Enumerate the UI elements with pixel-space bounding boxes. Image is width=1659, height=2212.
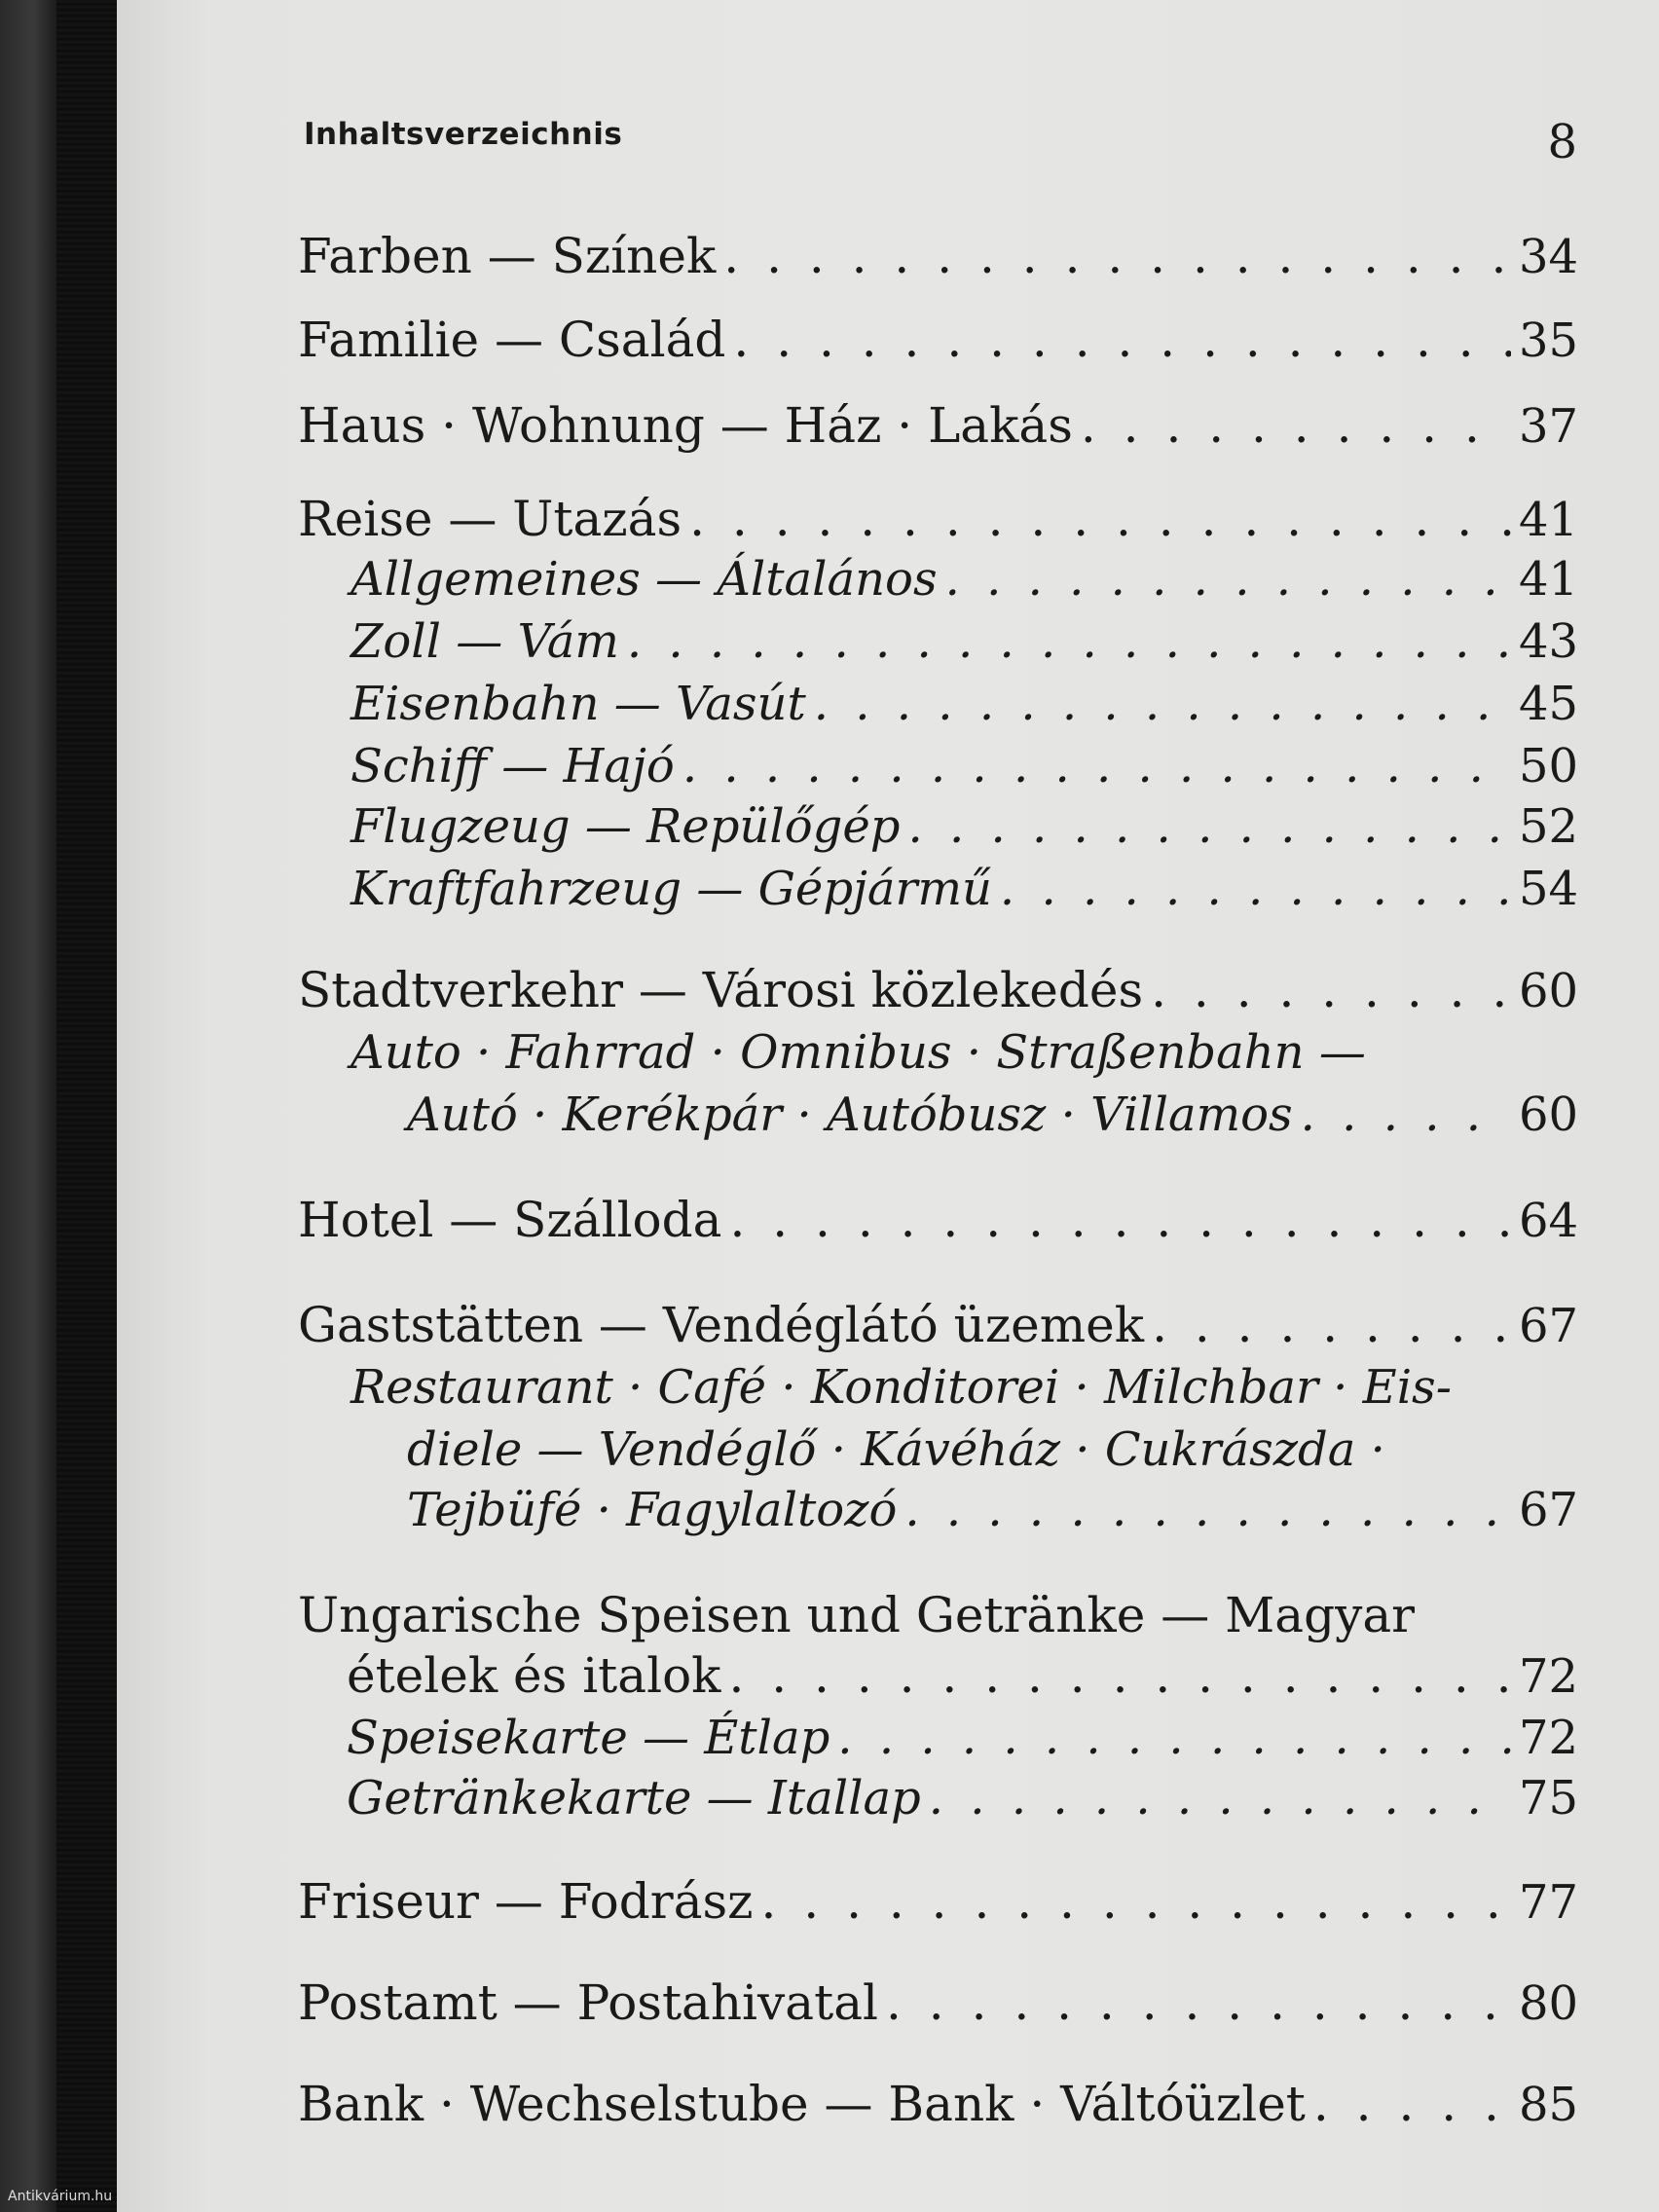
toc-entry xyxy=(350,736,1577,796)
toc-dot-leader xyxy=(886,1972,1511,2033)
toc-entry xyxy=(298,310,1577,371)
toc-entry-page-number: 67 xyxy=(1519,1299,1579,1353)
toc-entry-label: Familie — Család xyxy=(298,312,726,368)
toc-dot-leader xyxy=(729,1190,1511,1250)
toc-dot-leader xyxy=(1313,2074,1511,2134)
toc-entry-page-number: 64 xyxy=(1519,1194,1579,1248)
toc-entry xyxy=(407,1085,1577,1145)
toc-entry-page-number: 45 xyxy=(1519,677,1579,731)
toc-entry xyxy=(298,226,1577,287)
toc-entry-page-number: 54 xyxy=(1519,862,1579,916)
toc-entry-label: Speisekarte — Étlap xyxy=(347,1711,830,1765)
toc-entry-label: Tejbüfé · Fagylaltozó xyxy=(407,1483,898,1537)
toc-entry-label: diele — Vendéglő · Kávéház · Cukrászda · xyxy=(407,1422,1385,1477)
toc-entry xyxy=(347,1768,1577,1828)
toc-dot-leader xyxy=(682,736,1511,796)
toc-dot-leader xyxy=(1152,1295,1511,1355)
running-header-title: Inhaltsverzeichnis xyxy=(304,117,623,152)
toc-entry-label: Auto · Fahrrad · Omnibus · Straßenbahn — xyxy=(350,1025,1366,1080)
toc-entry-label: Farben — Színek xyxy=(298,228,717,284)
toc-entry-page-number: 34 xyxy=(1519,230,1579,284)
toc-entry xyxy=(350,611,1577,672)
toc-entry-label: Gaststätten — Vendéglátó üzemek xyxy=(298,1297,1145,1353)
toc-entry xyxy=(347,1708,1577,1768)
toc-entry xyxy=(350,1022,1577,1083)
toc-entry-label: Autó · Kerékpár · Autóbusz · Villamos xyxy=(407,1088,1293,1142)
toc-entry-label: Postamt — Postahivatal xyxy=(298,1974,878,2031)
toc-entry-page-number: 75 xyxy=(1519,1771,1579,1825)
toc-entry xyxy=(298,489,1577,550)
toc-entry xyxy=(350,1357,1577,1418)
toc-entry xyxy=(407,1419,1577,1480)
page-number: 8 xyxy=(1547,115,1577,169)
toc-entry-page-number: 37 xyxy=(1519,399,1579,454)
toc-entry-page-number: 43 xyxy=(1519,614,1579,669)
toc-dot-leader xyxy=(761,1871,1511,1932)
toc-entry-label: Flugzeug — Repülőgép xyxy=(350,799,901,854)
toc-entry xyxy=(350,674,1577,734)
toc-dot-leader xyxy=(1000,859,1511,919)
toc-entry xyxy=(350,796,1577,857)
toc-dot-leader xyxy=(907,796,1511,857)
toc-dot-leader xyxy=(627,611,1511,672)
toc-entry-page-number: 50 xyxy=(1519,739,1579,793)
toc-entry xyxy=(407,1480,1577,1540)
toc-entry-label: Schiff — Hajó xyxy=(350,739,675,793)
toc-entry-page-number: 35 xyxy=(1519,313,1579,368)
toc-entry-label: Zoll — Vám xyxy=(350,614,619,669)
toc-entry-label: ételek és italok xyxy=(347,1647,721,1704)
toc-entry-label: Eisenbahn — Vasút xyxy=(350,677,806,731)
toc-dot-leader xyxy=(723,226,1511,286)
toc-entry xyxy=(298,1871,1577,1933)
toc-entry-page-number: 77 xyxy=(1519,1875,1579,1930)
toc-entry-page-number: 67 xyxy=(1519,1483,1579,1537)
toc-entry-label: Friseur — Fodrász xyxy=(298,1873,754,1930)
toc-entry-label: Kraftfahrzeug — Gépjármű xyxy=(350,862,992,916)
toc-entry-label: Haus · Wohnung — Ház · Lakás xyxy=(298,397,1073,454)
toc-dot-leader xyxy=(728,1645,1511,1706)
toc-dot-leader xyxy=(929,1768,1511,1828)
toc-dot-leader xyxy=(1151,960,1511,1020)
toc-entry xyxy=(350,549,1577,609)
watermark: Antikvárium.hu xyxy=(8,2189,113,2204)
toc-entry-label: Ungarische Speisen und Getränke — Magyar xyxy=(298,1587,1416,1643)
toc-entry-label: Reise — Utazás xyxy=(298,491,682,547)
toc-entry-label: Getränkekarte — Itallap xyxy=(347,1771,921,1825)
toc-entry xyxy=(298,960,1577,1021)
toc-entry xyxy=(298,2074,1577,2135)
toc-entry-page-number: 60 xyxy=(1519,1088,1579,1142)
toc-entry-label: Allgemeines — Általános xyxy=(350,552,938,607)
toc-dot-leader xyxy=(1301,1085,1511,1145)
toc-entry-label: Restaurant · Café · Konditorei · Milchbar · Eis- xyxy=(350,1360,1452,1415)
toc-entry-page-number: 41 xyxy=(1519,493,1579,547)
toc-dot-leader xyxy=(733,310,1511,370)
toc-dot-leader xyxy=(1081,395,1511,456)
toc-entry-page-number: 72 xyxy=(1519,1711,1579,1765)
toc-entry xyxy=(347,1645,1577,1707)
toc-entry-page-number: 52 xyxy=(1519,799,1579,854)
toc-entry xyxy=(298,1295,1577,1356)
toc-dot-leader xyxy=(904,1480,1511,1540)
toc-entry-label: Bank · Wechselstube — Bank · Váltóüzlet xyxy=(298,2076,1306,2132)
toc-entry-label: Hotel — Szálloda xyxy=(298,1192,722,1248)
toc-dot-leader xyxy=(814,674,1511,734)
toc-entry-page-number: 80 xyxy=(1519,1976,1579,2031)
toc-dot-leader xyxy=(689,489,1511,549)
toc-dot-leader xyxy=(945,549,1511,609)
toc-dot-leader xyxy=(837,1708,1511,1768)
toc-entry xyxy=(350,859,1577,919)
toc-entry-page-number: 85 xyxy=(1519,2078,1579,2132)
toc-entry xyxy=(298,1585,1577,1645)
toc-entry-label: Stadtverkehr — Városi közlekedés xyxy=(298,962,1144,1018)
toc-entry-page-number: 72 xyxy=(1519,1649,1579,1704)
toc-entry xyxy=(298,1972,1577,2034)
toc-entry-page-number: 60 xyxy=(1519,964,1579,1018)
toc-entry xyxy=(298,395,1577,457)
toc-entry-page-number: 41 xyxy=(1519,552,1579,607)
toc-entry xyxy=(298,1190,1577,1251)
